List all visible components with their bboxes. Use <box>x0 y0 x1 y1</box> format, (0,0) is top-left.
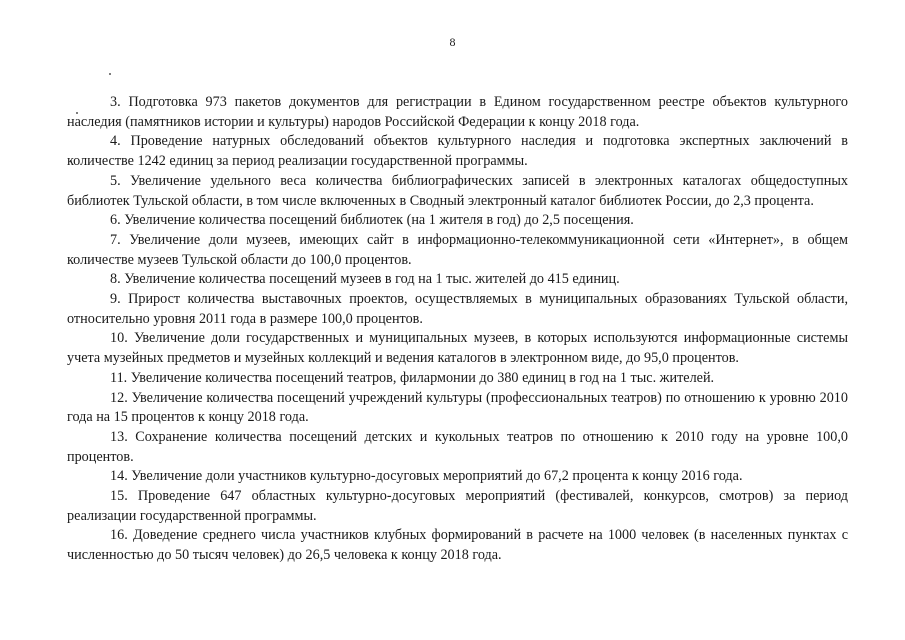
list-item: 3. Подготовка 973 пакетов документов для регистрации в Едином государственном реестре объектов культурного наследия (памятников истории и культуры) народов Российской Федерации к концу 2018 года. <box>67 94 848 130</box>
list-item: 15. Проведение 647 областных культурно-досуговых мероприятий (фестивалей, конкурсов, смотров) за период реализации государственной программы. <box>67 488 848 524</box>
document-body <box>67 93 848 566</box>
list-item: 11. Увеличение количества посещений театров, филармонии до 380 единиц в год на 1 тыс. жителей. <box>110 369 715 386</box>
scan-speck <box>109 73 111 75</box>
list-item: 4. Проведение натурных обследований объектов культурного наследия и подготовка экспертных заключений в количестве 1242 единиц за период реализации государственной программы. <box>67 133 848 170</box>
page-number: 8 <box>449 35 456 49</box>
list-item: 7. Увеличение доли музеев, имеющих сайт в информационно-телекоммуникационной сети «Интернет», в общем количестве музеев Тульской области до 100,0 процентов. <box>67 231 848 268</box>
list-item: 5. Увеличение удельного веса количества библиографических записей в электронных каталогах общедоступных библиотек Тульской области, в том числе включенных в Сводный электронный каталог библиотек России, до 2,3 процента. <box>67 172 848 209</box>
list-item: 16. Доведение среднего числа участников клубных формирований в расчете на 1000 человек (в населенных пунктах с численностью до 50 тысяч человек) до 26,5 человека к концу 2018 года. <box>67 527 848 564</box>
list-item: 6. Увеличение количества посещений библиотек (на 1 жителя в год) до 2,5 посещения. <box>110 212 634 229</box>
list-item: 9. Прирост количества выставочных проектов, осуществляемых в муниципальных образованиях Тульской области, относительно уровня 2011 года в размере 100,0 процентов. <box>67 291 848 327</box>
list-item: 14. Увеличение доли участников культурно-досуговых мероприятий до 67,2 процента к концу 2016 года. <box>110 468 743 485</box>
list-item: 13. Сохранение количества посещений детских и кукольных театров по отношению к 2010 году на уровне 100,0 процентов. <box>67 428 848 465</box>
list-item: 10. Увеличение доли государственных и муниципальных музеев, в которых используются информационные системы учета музейных предметов и музейных коллекций и ведения каталогов в электронном виде, до 95,0 процентов. <box>67 330 848 367</box>
list-item: 8. Увеличение количества посещений музеев в год на 1 тыс. жителей до 415 единиц. <box>110 271 620 288</box>
list-item: 12. Увеличение количества посещений учреждений культуры (профессиональных театров) по отношению к уровню 2010 года на 15 процентов к концу 2018 года. <box>67 389 848 426</box>
